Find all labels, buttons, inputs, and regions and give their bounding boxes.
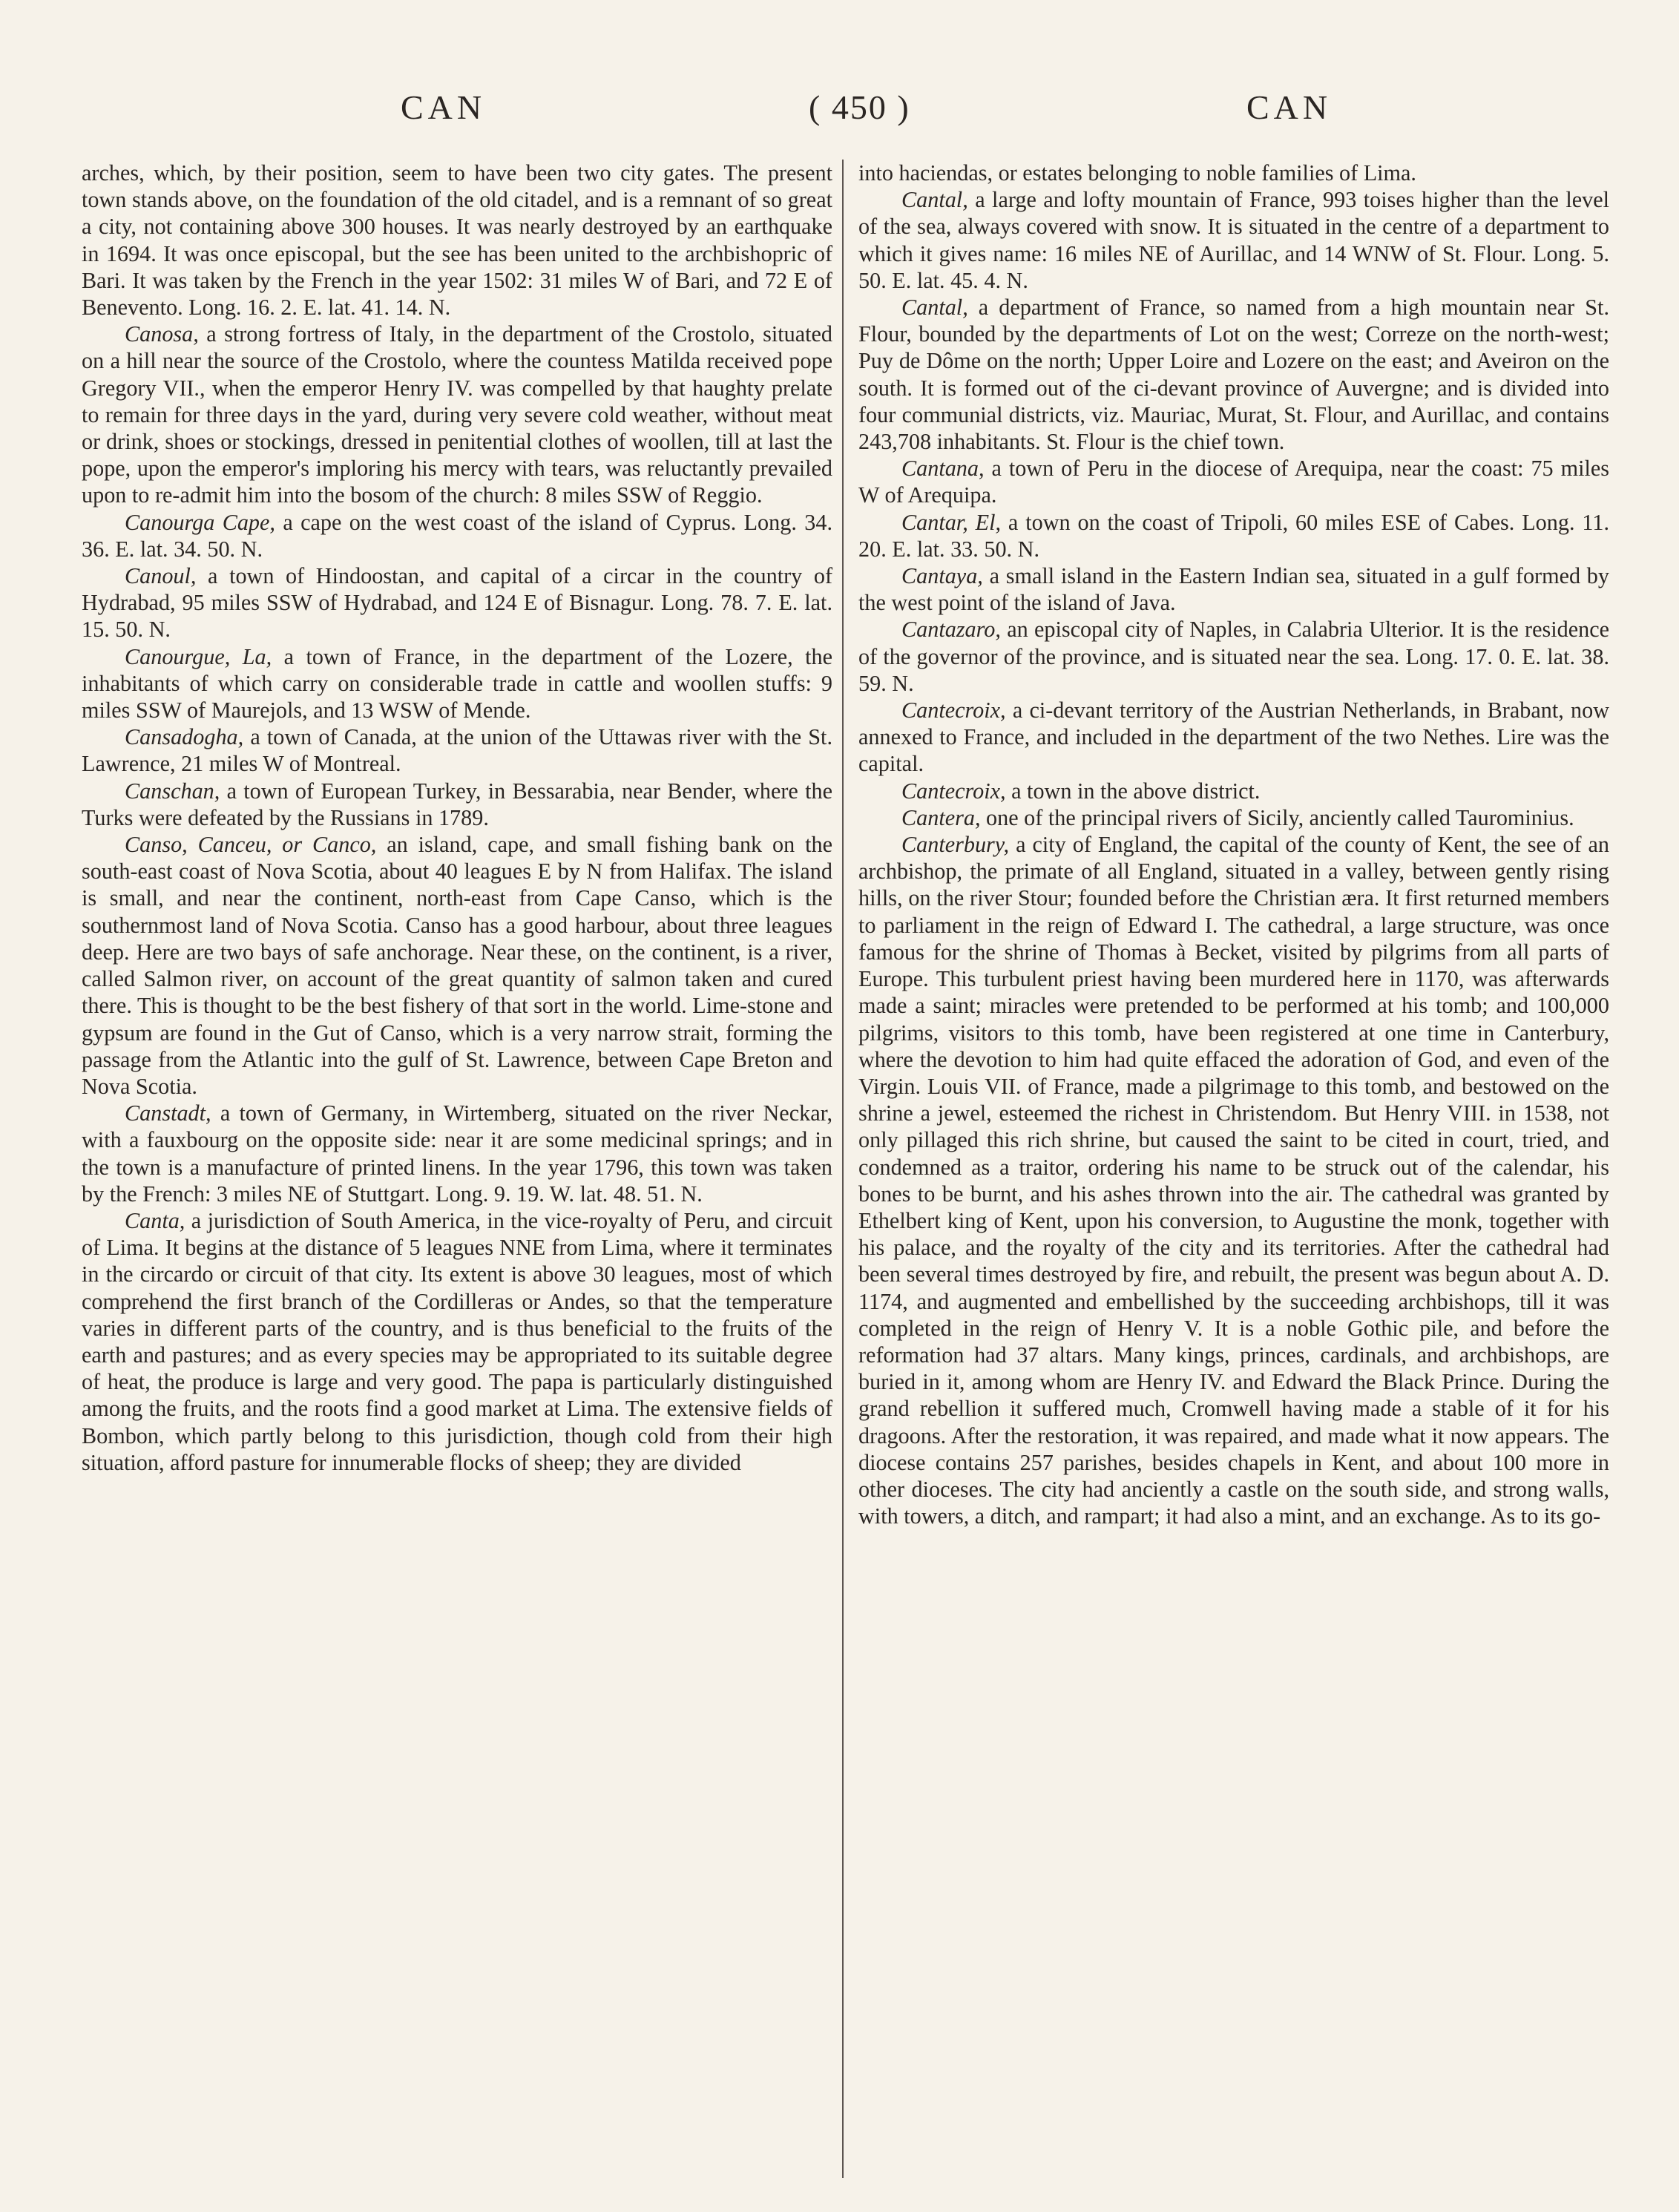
entry-text: into haciendas, or estates belonging to noble families of Lima. bbox=[858, 160, 1416, 186]
entry-text: a cape on the west coast of the island of Cyprus. Long. 34. 36. E. lat. 34. 50. N. bbox=[82, 509, 832, 562]
entry-text: a department of France, so named from a high mountain near St. Flour, bounded by the departments of Lot on the west; Correze on the north-west; Puy de Dôme on the north; Upper Loire and Lozere on the east; and Aveiron on the south. It is formed out of the ci-devant province of Auvergne; and is divided into four communial districts, viz. Mauriac, Murat, St. Flour, and Aurillac, and contains 243,708 inhabitants. St. Flour is the chief town. bbox=[858, 295, 1609, 455]
entry-text: an island, cape, and small fishing bank on the south-east coast of Nova Scotia, about 40 leagues E by N from Halifax. The island is small, and near the continent, north-east from Cape Canso, which is the southernmost land of Nova Scotia. Canso has a good harbour, about three leagues deep. Here are two bays of safe anchorage. Near these, on the continent, is a river, called Salmon river, on account of the great quantity of salmon taken and cured there. This is thought to be the best fishery of that sort in the world. Lime-stone and gypsum are found in the Gut of Canso, which is a very narrow strait, forming the passage from the Atlantic into the gulf of St. Lawrence, between Cape Breton and Nova Scotia. bbox=[82, 832, 832, 1099]
entry-headword: Cantecroix, bbox=[901, 698, 1006, 723]
entry-text: a town of Peru in the diocese of Arequipa, near the coast: 75 miles W of Arequipa. bbox=[858, 456, 1609, 508]
dictionary-entry bbox=[858, 616, 1609, 697]
right-column bbox=[858, 160, 1609, 1529]
dictionary-entry bbox=[82, 160, 832, 321]
dictionary-entry bbox=[82, 778, 832, 831]
dictionary-entry bbox=[858, 186, 1609, 294]
dictionary-entry bbox=[858, 804, 1609, 831]
dictionary-entry bbox=[82, 831, 832, 1100]
entry-text: a small island in the Eastern Indian sea, situated in a gulf formed by the west point of the island of Java. bbox=[858, 563, 1609, 616]
dictionary-entry bbox=[858, 509, 1609, 562]
entry-text: a ci-devant territory of the Austrian Netherlands, in Brabant, now annexed to France, and included in the department of the two Nethes. Lire was the capital. bbox=[858, 698, 1609, 777]
entry-headword: Cantaya, bbox=[901, 563, 983, 589]
dictionary-entry bbox=[858, 778, 1609, 804]
entry-headword: Cantera, bbox=[901, 804, 981, 830]
entry-headword: Canso, Canceu, or Canco, bbox=[125, 832, 377, 858]
dictionary-entry bbox=[82, 1207, 832, 1476]
left-column bbox=[82, 160, 832, 1476]
entry-headword: Canourga Cape, bbox=[125, 509, 275, 535]
entry-text: a large and lofty mountain of France, 993 toises higher than the level of the sea, always covered with snow. It is situated in the centre of a department to which it gives name: 16 miles NE of Aurillac, and 14 WNW of St. Flour. Long. 5. 50. E. lat. 45. 4. N. bbox=[858, 187, 1609, 293]
dictionary-entry bbox=[82, 1100, 832, 1207]
page-number: ( 450 ) bbox=[809, 88, 910, 126]
entry-headword: Cantar, El, bbox=[901, 509, 1002, 535]
entry-text: a town of European Turkey, in Bessarabia, near Bender, where the Turks were defeated by the Russians in 1789. bbox=[82, 778, 832, 830]
entry-headword: Canosa, bbox=[125, 321, 199, 347]
entry-headword: Cansadogha, bbox=[125, 724, 244, 750]
entry-text: a town of Germany, in Wirtemberg, situated on the river Neckar, with a fauxbourg on the opposite side: near it are some medicinal springs; and in the town is a manufacture of printed linens. In the year 1796, this town was taken by the French: 3 miles NE of Stuttgart. Long. 9. 19. W. lat. 48. 51. N. bbox=[82, 1100, 832, 1207]
entry-text: a city of England, the capital of the county of Kent, the see of an archbishop, the primate of all England, situated in a valley, between gently rising hills, on the river Stour; founded before the Christian æra. It first returned members to parliament in the reign of Edward I. The cathedral, a large structure, was once famous for the shrine of Thomas à Becket, visited by pilgrims from all parts of Europe. This turbulent priest having been murdered here in 1170, was afterwards made a saint; miracles were pretended to be performed at his tomb; and 100,000 pilgrims, visitors to this tomb, have been registered at one time in Canterbury, where the devotion to him had quite effaced the adoration of God, and even of the Virgin. Louis VII. of France, made a pilgrimage to this tomb, and bestowed on the shrine a jewel, esteemed the richest in Christendom. But Henry VIII. in 1538, not only pillaged this rich shrine, but caused the saint to be cited in court, tried, and condemned as a traitor, ordering his name to be struck out of the calendar, his bones to be burnt, and his ashes thrown into the air. The cathedral was granted by Ethelbert king of Kent, upon his conversion, to Augustine the monk, together with his palace, and the royalty of the city and its territories. After the cathedral had been several times destroyed by fire, and rebuilt, the present was begun about A. D. 1174, and augmented and embellished by the succeeding archbishops, till it was completed in the reign of Henry V. It is a noble Gothic pile, and before the reformation had 37 altars. Many kings, princes, cardinals, and archbishops, are buried in it, among whom are Henry IV. and Edward the Black Prince. During the grand rebellion it suffered much, Cromwell having made a stable of it for his dragoons. After the restoration, it was repaired, and made what it now appears. The diocese contains 257 parishes, besides chapels in Kent, and about 100 more in other dioceses. The city had anciently a castle on the south side, and strong walls, with towers, a ditch, and rampart; it had also a mint, and an exchange. As to its go- bbox=[858, 832, 1609, 1529]
entry-headword: Canstadt, bbox=[125, 1100, 211, 1126]
dictionary-entry bbox=[82, 643, 832, 724]
entry-headword: Cantazaro, bbox=[901, 617, 1001, 643]
dictionary-entry bbox=[858, 160, 1609, 186]
entry-text: a jurisdiction of South America, in the vice-royalty of Peru, and circuit of Lima. It begins at the distance of 5 leagues NNE from Lima, where it terminates in the circardo or circuit of that city. Its extent is above 30 leagues, most of which comprehend the first branch of the Cordilleras or Andes, so that the temperature varies in different parts of the country, and is thus beneficial to the fruits of the earth and pastures; and as every species may be appropriated to its suitable degree of heat, the produce is large and very good. The papa is particularly distinguished among the fruits, and the roots find a good market at Lima. The extensive fields of Bombon, which partly belong to this jurisdiction, though cold from their high situation, afford pasture for innumerable flocks of sheep; they are divided bbox=[82, 1207, 832, 1475]
column-divider bbox=[842, 160, 844, 2178]
entry-headword: Canourgue, La, bbox=[125, 643, 272, 669]
dictionary-entry bbox=[858, 294, 1609, 455]
dictionary-entry bbox=[858, 697, 1609, 778]
entry-text: one of the principal rivers of Sicily, anciently called Taurominius. bbox=[980, 804, 1574, 830]
header-left-word: CAN bbox=[401, 88, 487, 126]
dictionary-entry bbox=[858, 831, 1609, 1529]
dictionary-entry bbox=[82, 321, 832, 508]
dictionary-entry bbox=[82, 723, 832, 777]
entry-text: an episcopal city of Naples, in Calabria Ulterior. It is the residence of the governor of the province, and is situated near the sea. Long. 17. 0. E. lat. 38. 59. N. bbox=[858, 617, 1609, 696]
entry-headword: Cantal, bbox=[901, 295, 968, 321]
entry-text: a town on the coast of Tripoli, 60 miles ESE of Cabes. Long. 11. 20. E. lat. 33. 50. N. bbox=[858, 509, 1610, 562]
entry-text: a strong fortress of Italy, in the department of the Crostolo, situated on a hill near the source of the Crostolo, where the countess Matilda received pope Gregory VII., when the emperor Henry IV. was compelled by that haughty prelate to remain for three days in the yard, during very severe cold weather, without meat or drink, shoes or stockings, dressed in penitential clothes of woollen, till at last the pope, upon the emperor's imploring his mercy with tears, was reluctantly prevailed upon to re-admit him into the bosom of the church: 8 miles SSW of Reggio. bbox=[82, 321, 832, 508]
dictionary-entry bbox=[858, 455, 1609, 508]
dictionary-entry bbox=[82, 509, 832, 562]
entry-headword: Canoul, bbox=[125, 563, 197, 589]
entry-headword: Cantecroix, bbox=[901, 778, 1006, 804]
header-right-word: CAN bbox=[1246, 88, 1333, 126]
running-header bbox=[52, 88, 1627, 132]
entry-text: a town in the above district. bbox=[1005, 778, 1261, 804]
entry-text: a town of France, in the department of the Lozere, the inhabitants of which carry on considerable trade in cattle and woollen stuffs: 9 miles SSW of Maurejols, and 13 WSW of Mende. bbox=[82, 643, 833, 723]
entry-headword: Cantana, bbox=[901, 456, 985, 482]
entry-text: a town of Canada, at the union of the Uttawas river with the St. Lawrence, 21 miles W of Montreal. bbox=[82, 724, 832, 777]
entry-headword: Canta, bbox=[125, 1207, 185, 1233]
entry-headword: Canterbury, bbox=[901, 832, 1010, 858]
dictionary-entry bbox=[82, 562, 832, 643]
entry-text: arches, which, by their position, seem to have been two city gates. The present town stands above, on the foundation of the old citadel, and is a remnant of so great a city, not containing above 300 houses. It was nearly destroyed by an earthquake in 1694. It was once episcopal, but the see has been united to the archbishopric of Bari. It was taken by the French in the year 1502: 31 miles W of Bari, and 72 E of Benevento. Long. 16. 2. E. lat. 41. 14. N. bbox=[82, 160, 832, 321]
entry-headword: Canschan, bbox=[125, 778, 220, 804]
entry-headword: Cantal, bbox=[901, 187, 968, 213]
dictionary-entry bbox=[858, 562, 1609, 616]
entry-text: a town of Hindoostan, and capital of a circar in the country of Hydrabad, 95 miles SSW of Hydrabad, and 124 E of Bisnagur. Long. 78. 7. E. lat. 15. 50. N. bbox=[82, 563, 832, 643]
